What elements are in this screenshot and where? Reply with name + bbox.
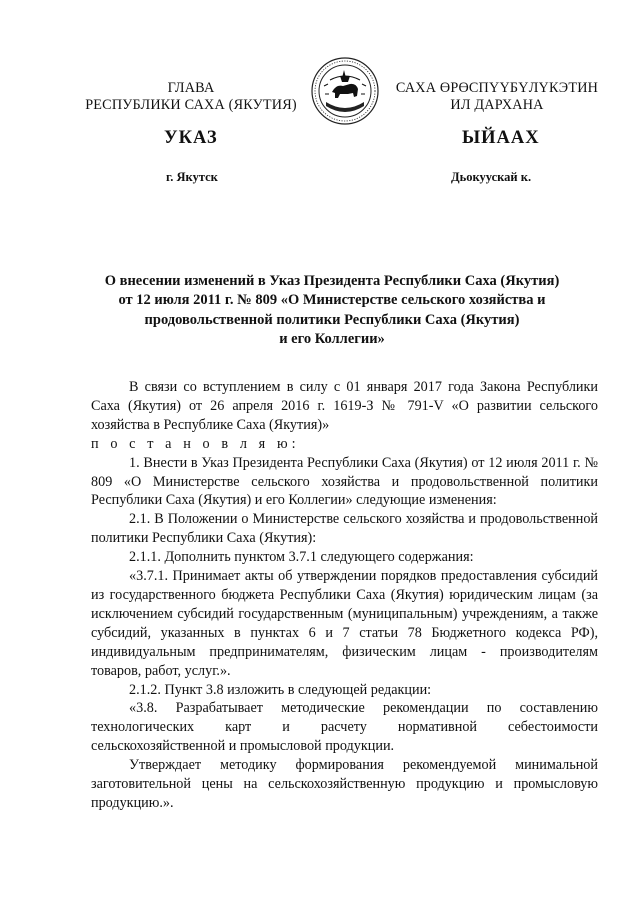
- paragraph-quote-3-8: «3.8. Разрабатывает методические рекомендации по составлению технологических карт и расчету нормативной себестоимости сельскохозяйственной и промысловой продукции.: [91, 700, 598, 755]
- paragraph-resolve: п о с т а н о в л я ю:: [91, 435, 300, 452]
- decree-title: [92, 272, 572, 350]
- header-left-line2: РЕСПУБЛИКИ САХА (ЯКУТИЯ): [85, 97, 297, 113]
- place-right: Дьокуускай к.: [451, 170, 532, 184]
- header-right-line2: ИЛ ДАРХАНА: [450, 97, 544, 113]
- decree-body: [91, 378, 598, 813]
- paragraph-item-2-1-1: 2.1.1. Дополнить пунктом 3.7.1 следующего содержания:: [129, 549, 474, 566]
- doc-type-right: ЫЙААХ: [462, 128, 540, 148]
- paragraph-item-1: 1. Внести в Указ Президента Республики Саха (Якутия) от 12 июля 2011 г. № 809 «О Министерстве сельского хозяйства и продовольственной политики Республики Саха (Якутия) и его Коллегии» следующие изменения:: [91, 454, 598, 509]
- title-line1: О внесении изменений в Указ Президента Республики Саха (Якутия): [104, 273, 560, 289]
- coat-of-arms-emblem-icon: [310, 56, 380, 126]
- paragraph-item-2-1-2: 2.1.2. Пункт 3.8 изложить в следующей редакции:: [129, 681, 432, 698]
- doc-type-left: УКАЗ: [164, 128, 218, 148]
- header-right-line1: САХА ӨРӨСПҮҮБҮЛҮКЭТИН: [395, 80, 599, 96]
- paragraph-quote-3-8-cont: Утверждает методику формирования рекомендуемой минимальной заготовительной цены на сельскохозяйственную продукцию и промысловую продукцию.».: [91, 757, 598, 811]
- header-left-block: [78, 80, 304, 114]
- header-left-line1: ГЛАВА: [167, 80, 215, 96]
- paragraph-preamble: В связи со вступлением в силу с 01 января 2017 года Закона Республики Саха (Якутия) от 26 апреля 2016 г. 1619-З № 791-V «О развитии сельского хозяйства в Республике Саха (Якутия)»: [91, 379, 598, 433]
- paragraph-item-2-1: 2.1. В Положении о Министерстве сельского хозяйства и продовольственной политики Республики Саха (Якутия):: [91, 511, 598, 547]
- header-right-block: [382, 80, 612, 114]
- title-line4: и его Коллегии»: [279, 331, 385, 348]
- title-line2: от 12 июля 2011 г. № 809 «О Министерстве сельского хозяйства и: [118, 292, 546, 309]
- place-left: г. Якутск: [166, 170, 218, 184]
- title-line3: продовольственной политики Республики Саха (Якутия): [144, 311, 520, 328]
- paragraph-quote-3-7-1: «3.7.1. Принимает акты об утверждении порядков предоставления субсидий из государственного бюджета Республики Саха (Якутия) юридическим лицам (за исключением субсидий государственным (муниципальным) учреждениям, а также субсидий, указанных в пунктах 6 и 7 статьи 78 Бюджетного кодекса РФ), индивидуальным предпринимателям, физическим лицам - производителям товаров, работ, услуг.».: [91, 568, 598, 679]
